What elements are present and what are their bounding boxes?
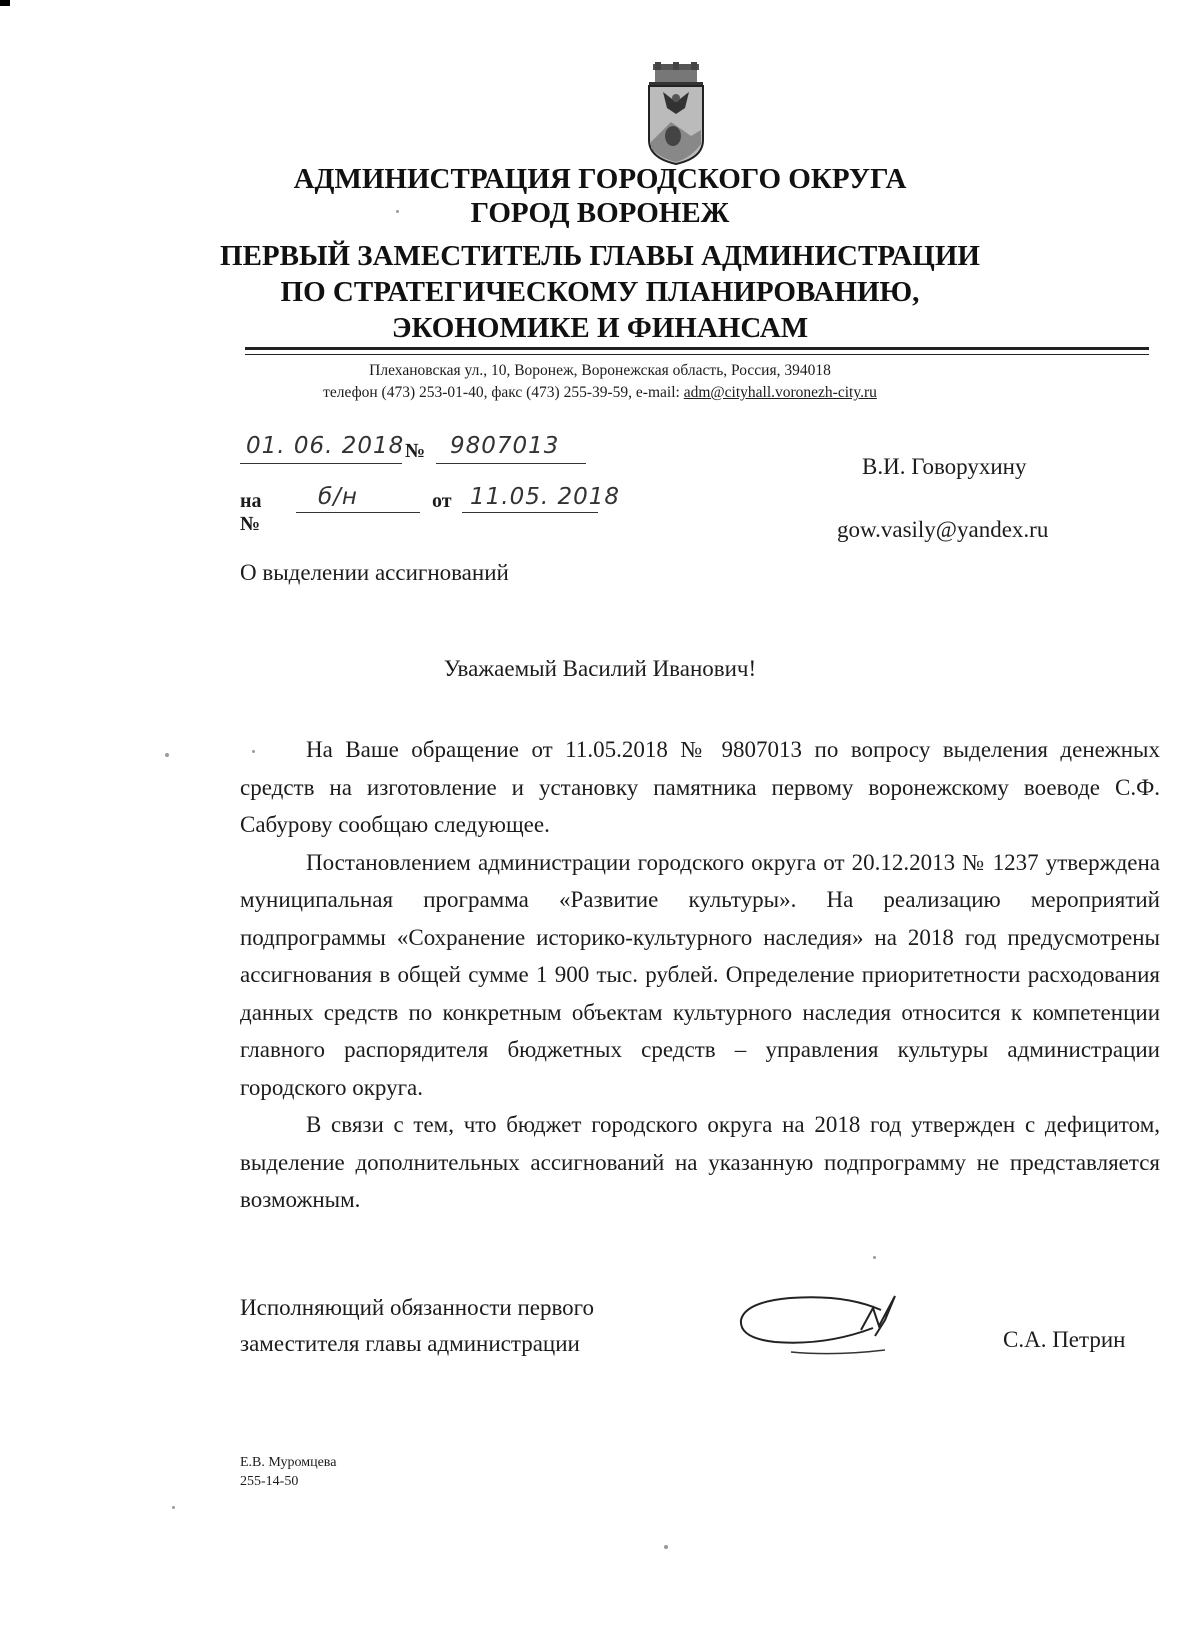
contacts-line <box>0 384 1200 402</box>
body-paragraph-2: Постановлением администрации городского округа от 20.12.2013 № 1237 утверждена муниципальная программа «Развитие культуры». На реализацию мероприятий подпрограммы «Сохранение историко-культурного наследия» на 2018 год предусмотрены ассигнования в общей сумме 1 900 тыс. рублей. Определение приоритетности расходования данных средств по конкретным объектам культурного наследия относится к компетенции главного распорядителя бюджетных средств – управления культуры администрации городского округа. <box>240 849 1160 1100</box>
header-line-3: ПЕРВЫЙ ЗАМЕСТИТЕЛЬ ГЛАВЫ АДМИНИСТРАЦИИ <box>220 240 980 272</box>
header-line-1: АДМИНИСТРАЦИЯ ГОРОДСКОГО ОКРУГА <box>293 163 907 195</box>
signatory-name: С.А. Петрин <box>1003 1327 1126 1352</box>
signatory-title <box>240 1290 594 1362</box>
addressee-name: В.И. Говорухину <box>862 454 1027 479</box>
executor-phone: 255-14-50 <box>240 1474 299 1489</box>
number-label: № <box>405 440 426 462</box>
phone-fax-text: телефон (473) 253-01-40, факс (473) 255-39-59, e-mail: <box>323 384 684 401</box>
body-paragraph-3: В связи с тем, что бюджет городского округа на 2018 год утвержден с дефицитом, выделение дополнительных ассигнований на указанную подпрограмму не представляется возможным. <box>240 1112 1160 1212</box>
header-line-2: ГОРОД ВОРОНЕЖ <box>470 197 730 229</box>
subject-line: О выделении ассигнований <box>240 560 509 585</box>
reply-label: на № <box>240 490 262 535</box>
scan-speck <box>252 750 255 753</box>
executor-info <box>240 1453 336 1491</box>
coat-of-arms-emblem <box>641 62 711 166</box>
header-rule-thin <box>245 354 1149 355</box>
header-rule-thick <box>245 347 1149 350</box>
header-line-5: ЭКОНОМИКЕ И ФИНАНСАМ <box>391 312 809 344</box>
scan-speck <box>165 753 169 757</box>
header-line-4: ПО СТРАТЕГИЧЕСКОМУ ПЛАНИРОВАНИЮ, <box>280 276 920 308</box>
scan-speck <box>664 1545 668 1549</box>
reply-number: б/н <box>318 484 358 510</box>
greeting: Уважаемый Василий Иванович! <box>443 656 757 681</box>
scan-speck <box>396 210 399 213</box>
letter-number: 9807013 <box>450 433 560 459</box>
signatory-title-line-2: заместителя главы администрации <box>240 1331 580 1356</box>
handwritten-signature <box>735 1290 915 1370</box>
letter-body <box>240 731 1160 1219</box>
scan-speck <box>172 1506 175 1509</box>
executor-name: Е.В. Муромцева <box>240 1455 337 1470</box>
address-line: Плехановская ул., 10, Воронеж, Воронежская область, Россия, 394018 <box>369 362 831 379</box>
org-email-link[interactable]: adm@cityhall.voronezh-city.ru <box>683 384 877 401</box>
scan-top-edge <box>0 0 1200 6</box>
organization-header <box>0 162 1200 230</box>
official-title-header <box>0 238 1200 346</box>
scan-speck <box>873 1256 876 1259</box>
from-label: от <box>432 490 452 512</box>
signatory-title-line-1: Исполняющий обязанности первого <box>240 1295 595 1320</box>
from-date: 11.05. 2018 <box>470 484 620 510</box>
body-paragraph-1: На Ваше обращение от 11.05.2018 № 9807013 по вопросу выделения денежных средств на изготовление и установку памятника первому воронежскому воеводе С.Ф. Сабурову сообщаю следующее. <box>240 737 1160 837</box>
letter-date: 01. 06. 2018 <box>246 433 405 459</box>
addressee-email: gow.vasily@yandex.ru <box>837 517 1049 542</box>
